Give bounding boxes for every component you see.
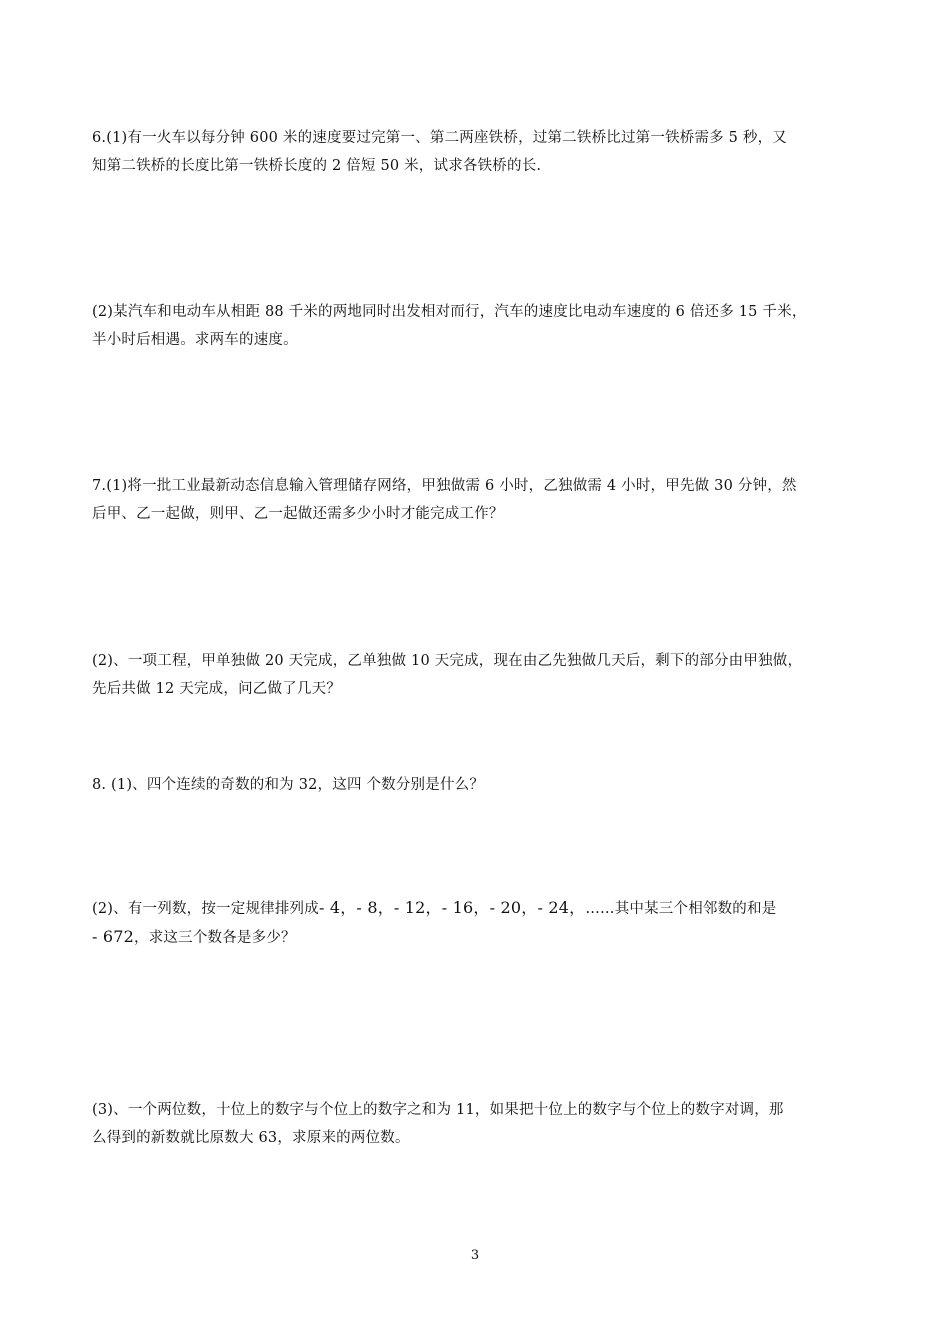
problem-text-line: (3)、一个两位数，十位上的数字与个位上的数字之和为 11，如果把十位上的数字与个位上的数字对调，那 [92,1102,784,1118]
problem-text-line [92,894,867,923]
page-number: 3 [470,1248,480,1263]
problem-text-line: (2)某汽车和电动车从相距 88 千米的两地同时出发相对而行，汽车的速度比电动车速度的 6 倍还多 15 千米， [92,304,807,320]
problem-text-line [92,923,867,952]
problem-8-part-1 [92,771,867,799]
problem-text-line: 6.(1)有一火车以每分钟 600 米的速度要过完第一、第二两座铁桥，过第二铁桥比过第一铁桥需多 5 秒，又 [92,130,788,146]
problem-text-line: 么得到的新数就比原数大 63，求原来的两位数。 [92,1130,410,1146]
problem-text-line: 半小时后相遇。求两车的速度。 [92,332,298,348]
problem-8-part-3 [92,1096,867,1152]
problem-text-line: 7.(1)将一批工业最新动态信息输入管理储存网络，甲独做需 6 小时，乙独做需 4 小时，甲先做 30 分钟，然 [92,478,797,494]
problem-8-part-2 [92,894,867,952]
sequence-intro: (2)、有一列数，按一定规律排列成 [92,901,319,917]
problem-text-line: 知第二铁桥的长度比第一铁桥长度的 2 倍短 50 米，试求各铁桥的长. [92,158,542,174]
problem-text-line: (2)、一项工程，甲单独做 20 天完成，乙单独做 10 天完成，现在由乙先独做几天后，剩下的部分由甲独做， [92,653,803,669]
question-text: ，求这三个数各是多少？ [134,930,296,946]
problem-text-line: 后甲、乙一起做，则甲、乙一起做还需多少小时才能完成工作？ [92,506,504,522]
problem-6-part-2 [92,298,867,354]
problem-7-part-1 [92,472,867,528]
problem-6-part-1 [92,124,867,180]
problem-text-line: 先后共做 12 天完成，问乙做了几天？ [92,681,341,697]
problem-7-part-2 [92,647,867,703]
sequence-tail: ……其中某三个相邻数的和是 [585,901,777,917]
sum-value: - 672 [92,927,135,946]
number-sequence: - 4，- 8，- 12，- 16，- 20，- 24， [318,898,586,917]
problem-text-line: 8. (1)、四个连续的奇数的和为 32，这四 个数分别是什么？ [92,777,485,793]
